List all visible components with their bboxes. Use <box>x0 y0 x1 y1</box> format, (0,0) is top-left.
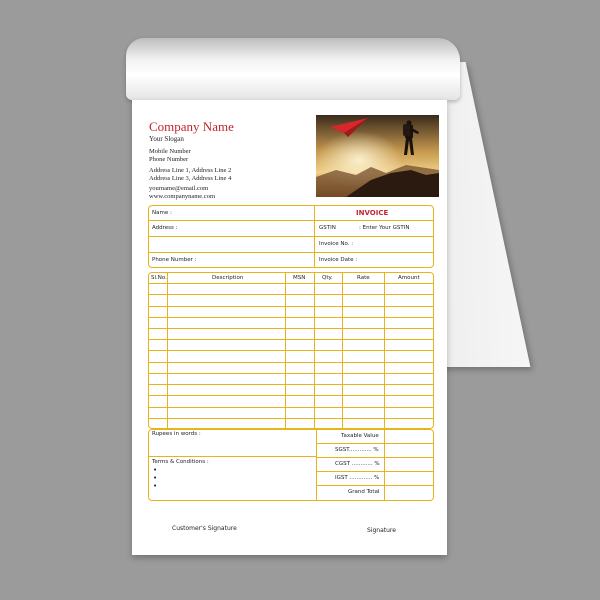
company-slogan: Your Slogan <box>149 135 184 143</box>
table-row <box>148 306 434 307</box>
divider <box>148 236 434 237</box>
hiker-photo <box>316 115 439 197</box>
sgst-label: SGST............. % <box>335 447 379 453</box>
header-amount: Amount <box>398 275 420 281</box>
totals-box <box>148 429 434 501</box>
table-row <box>148 418 434 419</box>
header-slno: Sl.No. <box>151 275 167 281</box>
invoice-title: INVOICE <box>356 209 389 217</box>
mobile-number: Mobile Number <box>149 148 191 155</box>
gstin-value: : Enter Your GSTIN <box>359 225 410 231</box>
divider <box>316 429 317 501</box>
address-label: Address : <box>152 225 178 231</box>
divider <box>384 429 385 501</box>
table-row <box>148 328 434 329</box>
igst-label: IGST ............. % <box>335 475 380 481</box>
table-row <box>148 407 434 408</box>
table-row <box>148 373 434 374</box>
table-row <box>148 350 434 351</box>
name-label: Name : <box>152 210 172 216</box>
gstin-label: GSTIN <box>319 225 336 231</box>
terms-bullet: • <box>153 482 158 490</box>
divider <box>316 457 434 458</box>
company-email: yourname@email.com <box>149 185 209 192</box>
grand-total-label: Grand Total <box>348 489 380 495</box>
terms-bullet: • <box>153 474 158 482</box>
pad-binding <box>126 38 460 100</box>
address-line-2: Address Line 3, Address Line 4 <box>149 175 232 182</box>
terms-bullet: • <box>153 466 158 474</box>
table-row <box>148 395 434 396</box>
cgst-label: CGST ............ % <box>335 461 380 467</box>
rupees-in-words-label: Rupees in words : <box>152 431 201 437</box>
invoice-no-label: Invoice No. : <box>319 241 354 247</box>
invoice-sheet <box>132 100 447 555</box>
divider <box>316 443 434 444</box>
table-row <box>148 339 434 340</box>
company-website: www.companyname.com <box>149 193 216 200</box>
customer-signature-label: Customer's Signature <box>172 525 237 532</box>
address-line-1: Address Line 1, Address Line 2 <box>149 167 232 174</box>
divider <box>148 252 434 253</box>
table-row <box>148 384 434 385</box>
divider <box>316 485 434 486</box>
terms-label: Terms & Conditions : <box>152 459 209 465</box>
header-msn: MSN <box>293 275 306 281</box>
invoice-date-label: Invoice Date : <box>319 257 358 263</box>
table-row <box>148 283 434 284</box>
phone-label: Phone Number : <box>152 257 197 263</box>
header-rate: Rate <box>357 275 370 281</box>
phone-number: Phone Number <box>149 156 189 163</box>
divider <box>148 220 434 221</box>
table-row <box>148 362 434 363</box>
header-description: Description <box>212 275 244 281</box>
divider <box>148 456 316 457</box>
signature-label: Signature <box>367 527 396 534</box>
table-row <box>148 317 434 318</box>
divider <box>316 471 434 472</box>
header-qty: Qty. <box>322 275 333 281</box>
company-name: Company Name <box>149 119 234 134</box>
taxable-value-label: Taxable Value <box>341 433 379 439</box>
table-row <box>148 294 434 295</box>
